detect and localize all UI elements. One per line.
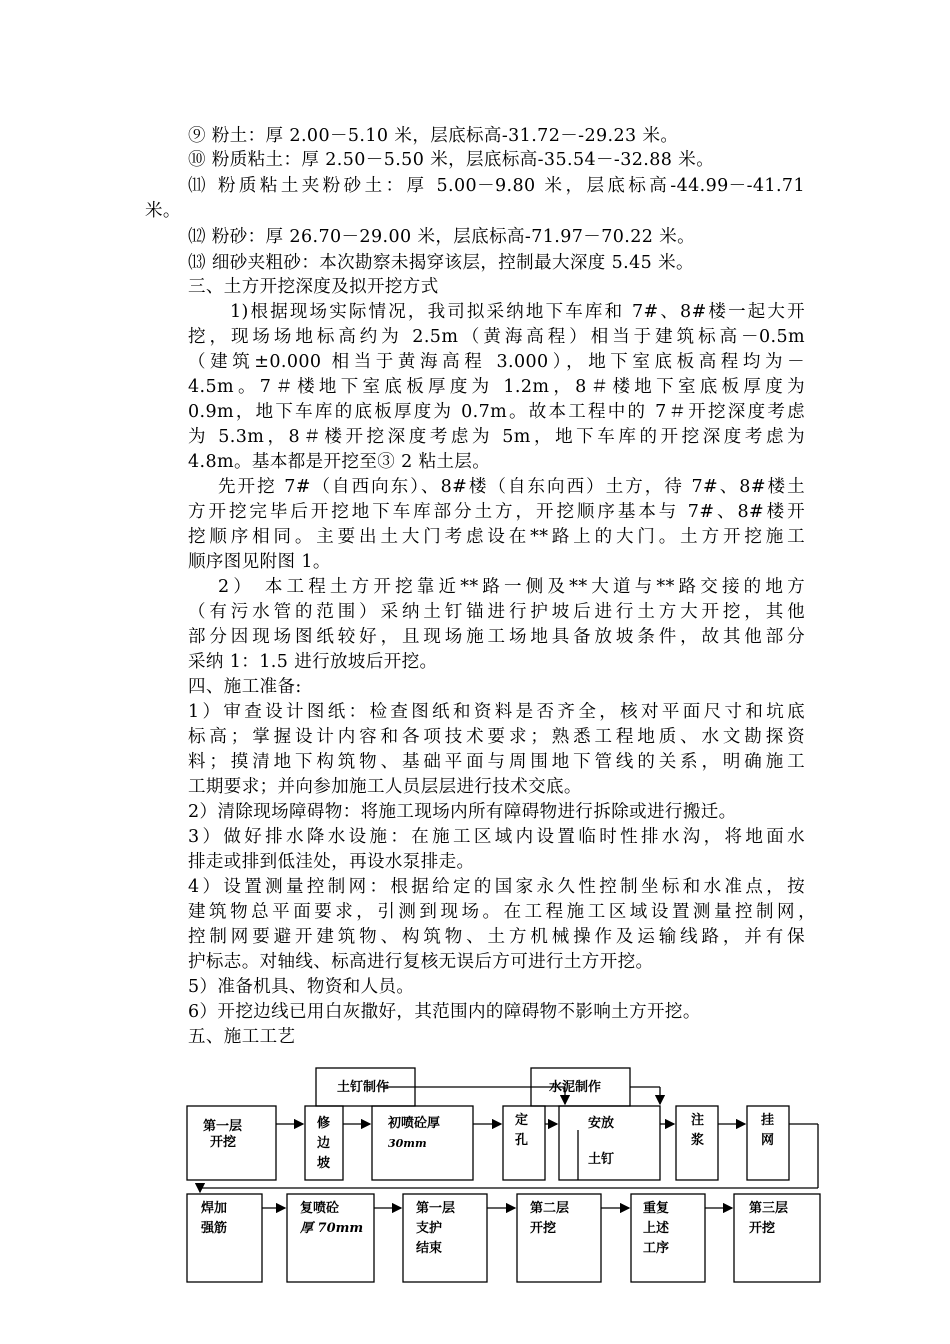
hang-mesh-label: 网 xyxy=(761,1133,775,1148)
section3-p1-line: （建筑±0.000 相当于黄海高程 3.000），地下室底板高程均为－ xyxy=(188,352,805,372)
install-nail-label: 土钉 xyxy=(588,1152,615,1167)
weld-rebar-label: 焊加 xyxy=(201,1201,228,1216)
section3-p3-line: （有污水管的范围）采纳土钉锚进行护坡后进行土方大开挖，其他 xyxy=(188,602,805,622)
repeat-label: 工序 xyxy=(643,1241,670,1256)
trim-slope-label: 边 xyxy=(317,1136,331,1151)
respray-label: 复喷砼 xyxy=(300,1201,340,1216)
grout-label: 注 xyxy=(691,1113,705,1128)
drill-hole-label: 孔 xyxy=(515,1133,529,1148)
prep-item-4-line: 控制网要避开建筑物、构筑物、土方机械操作及运输线路，并有保 xyxy=(188,927,805,947)
trim-slope-label: 坡 xyxy=(317,1156,331,1171)
section3-p1-line: 1)根据现场实际情况，我司拟采纳地下车库和 7#、8#楼一起大开 xyxy=(230,302,805,322)
drill-hole-label: 定 xyxy=(515,1113,529,1128)
prep-item-4-line: 建筑物总平面要求，引测到现场。在工程施工区域设置测量控制网， xyxy=(188,902,816,922)
section3-p3-line: 部分因现场图纸较好，且现场施工场地具备放坡条件，故其他部分 xyxy=(188,627,805,647)
initial-spray-label: 30mm xyxy=(388,1137,427,1150)
repeat-label: 重复 xyxy=(643,1201,670,1216)
section4-heading: 四、施工准备: xyxy=(188,677,302,697)
trim-slope-label: 修 xyxy=(317,1116,331,1131)
prep-item-1-line: 工期要求；并向参加施工人员层层进行技术交底。 xyxy=(188,777,582,797)
hang-mesh-label: 挂 xyxy=(761,1113,775,1128)
prep-item-5: 5）准备机具、物资和人员。 xyxy=(188,977,415,997)
second-excavation-label: 开挖 xyxy=(530,1221,557,1236)
prep-item-4-line: 4）设置测量控制网：根据给定的国家永久性控制坐标和水准点，按 xyxy=(188,877,805,897)
prep-item-1-line: 料；摸清地下构筑物、基础平面与周围地下管线的关系，明确施工 xyxy=(188,752,805,772)
prep-item-3-line: 3）做好排水降水设施：在施工区域内设置临时性排水沟，将地面水 xyxy=(188,827,805,847)
install-nail-label: 安放 xyxy=(588,1116,615,1131)
section3-p1-line: 4.8m。基本都是开挖至③ 2 粘土层。 xyxy=(188,452,491,472)
section3-p1-line: 为 5.3m，8＃楼开挖深度考虑为 5m，地下车库的开挖深度考虑为 xyxy=(188,427,805,447)
respray-label: 厚 70mm xyxy=(300,1221,364,1236)
section3-p2-line: 先开挖 7#（自西向东）、8#楼（自东向西）土方，待 7#、8#楼土 xyxy=(218,477,805,497)
cement-making-label: 水泥制作 xyxy=(549,1080,602,1095)
section3-p1-line: 0.9m，地下车库的底板厚度为 0.7m。故本工程中的 7＃开挖深度考虑 xyxy=(188,402,805,422)
section3-p3-line: 2） 本工程土方开挖靠近**路一侧及**大道与**路交接的地方 xyxy=(218,577,805,597)
section3-p2-line: 顺序图见附图 1。 xyxy=(188,552,331,572)
prep-item-6: 6）开挖边线已用白灰撒好，其范围内的障碍物不影响土方开挖。 xyxy=(188,1002,701,1022)
grout-label: 浆 xyxy=(691,1133,705,1148)
section3-p3-line: 采纳 1：1.5 进行放坡后开挖。 xyxy=(188,652,438,672)
section3-p2-line: 方开挖完毕后开挖地下车库部分土方，开挖顺序基本与 7#、8#楼开 xyxy=(188,502,805,522)
prep-item-2: 2）清除现场障碍物：将施工现场内所有障碍物进行拆除或进行搬迁。 xyxy=(188,802,737,822)
section5-heading: 五、施工工艺 xyxy=(188,1027,296,1047)
soil-layer-9: ⑨ 粉土：厚 2.00－5.10 米，层底标高-31.72－-29.23 米。 xyxy=(188,126,679,146)
soil-nail-making-label: 土钉制作 xyxy=(337,1080,390,1095)
soil-layer-13: ⒀ 细砂夹粗砂：本次勘察未揭穿该层，控制最大深度 5.45 米。 xyxy=(188,253,694,273)
third-excavation-label: 第三层 xyxy=(749,1201,789,1216)
prep-item-4-line: 护标志。对轴线、标高进行复核无误后方可进行土方开挖。 xyxy=(188,952,654,972)
first-support-label: 结束 xyxy=(416,1241,443,1256)
soil-layer-10: ⑩ 粉质粘土：厚 2.50－5.50 米，层底标高-35.54－-32.88 米。 xyxy=(188,150,715,170)
section3-p2-line: 挖顺序相同。主要出土大门考虑设在**路上的大门。土方开挖施工 xyxy=(188,527,805,547)
weld-rebar-label: 强筋 xyxy=(201,1221,228,1236)
initial-spray-label: 初喷砼厚 xyxy=(388,1116,441,1131)
soil-layer-12: ⑿ 粉砂：厚 26.70－29.00 米，层底标高-71.97－70.22 米。 xyxy=(188,227,696,247)
soil-layer-11: ⑾ 粉质粘土夹粉砂土：厚 5.00－9.80 米，层底标高-44.99－-41.71 xyxy=(188,176,805,196)
prep-item-1-line: 标高；掌握设计内容和各项技术要求；熟悉工程地质、水文勘探资 xyxy=(188,727,805,747)
second-excavation-label: 第二层 xyxy=(530,1201,570,1216)
section3-p1-line: 4.5m。7＃楼地下室底板厚度为 1.2m，8＃楼地下室底板厚度为 xyxy=(188,377,805,397)
prep-item-3-line: 排走或排到低洼处，再设水泵排走。 xyxy=(188,852,475,872)
prep-item-1-line: 1）审查设计图纸：检查图纸和资料是否齐全，核对平面尺寸和坑底 xyxy=(188,702,805,722)
first-support-label: 第一层 xyxy=(416,1201,456,1216)
first-excavation-label: 开挖 xyxy=(210,1135,237,1150)
repeat-label: 上述 xyxy=(643,1221,670,1236)
soil-layer-11-cont: 米。 xyxy=(145,201,181,221)
section3-p1-line: 挖，现场场地标高约为 2.5m（黄海高程）相当于建筑标高－0.5m xyxy=(188,327,805,347)
first-excavation-label: 第一层 xyxy=(203,1119,243,1134)
first-support-label: 支护 xyxy=(416,1221,443,1236)
section3-heading: 三、土方开挖深度及拟开挖方式 xyxy=(188,277,439,297)
third-excavation-label: 开挖 xyxy=(749,1221,776,1236)
